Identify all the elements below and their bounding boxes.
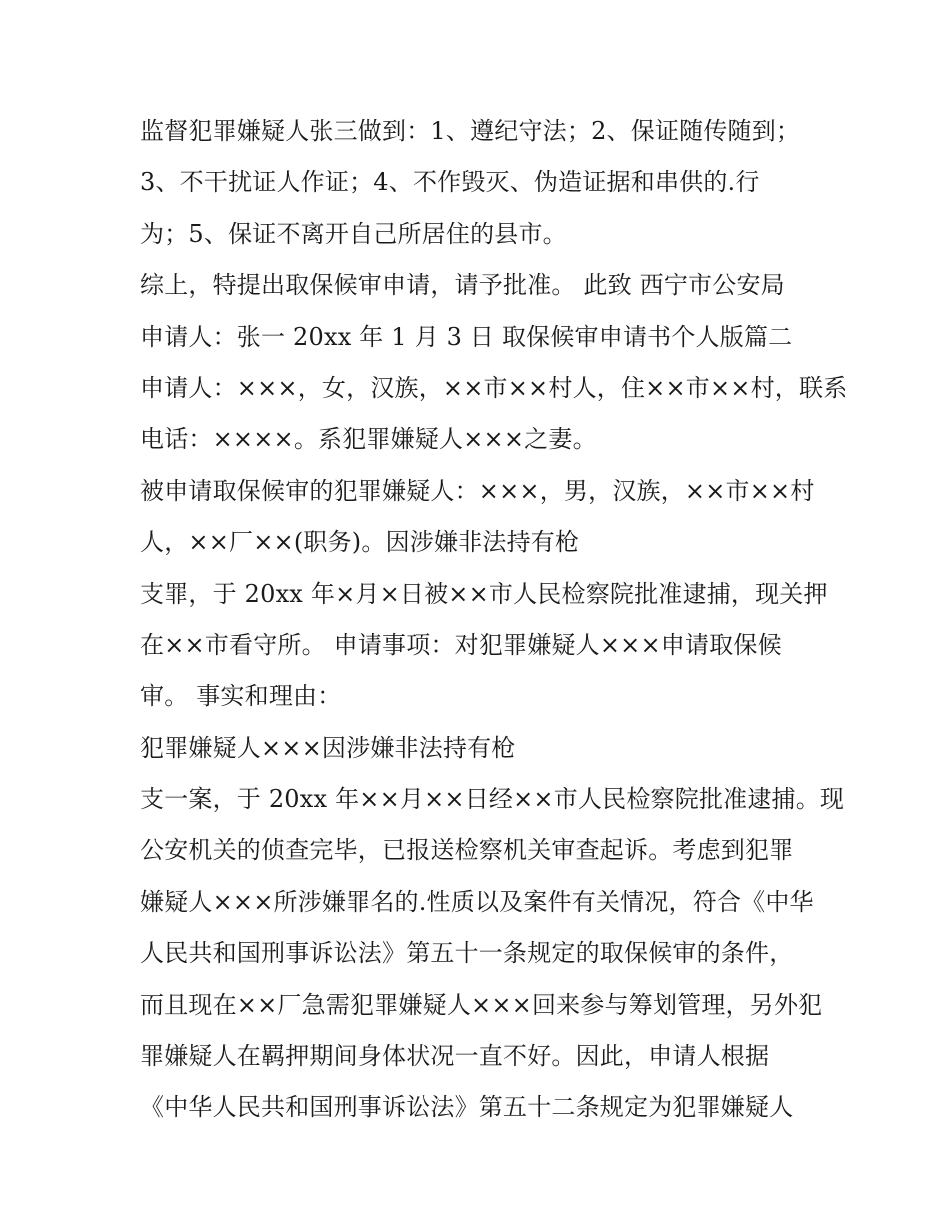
document-body	[140, 106, 848, 1134]
text-line: 犯罪嫌疑人×××因涉嫌非法持有枪	[140, 733, 516, 762]
text-line: 公安机关的侦查完毕，已报送检察机关审查起诉。考虑到犯罪	[140, 836, 794, 865]
text-line: 电话：××××。系犯罪嫌疑人×××之妻。	[140, 425, 597, 454]
text-line: 在××市看守所。 申请事项：对犯罪嫌疑人×××申请取保候	[140, 630, 782, 659]
text-line: 《中华人民共和国刑事诉讼法》第五十二条规定为犯罪嫌疑人	[140, 1093, 794, 1122]
text-line: 3、不干扰证人作证；4、不作毁灭、伪造证据和串供的.行	[140, 168, 760, 197]
text-line: 支一案，于 20xx 年××月××日经××市人民检察院批准逮捕。现	[140, 785, 845, 814]
text-line: 而且现在××厂急需犯罪嫌疑人×××回来参与筹划管理，另外犯	[140, 990, 823, 1019]
text-line: 支罪，于 20xx 年×月×日被××市人民检察院批准逮捕，现关押	[140, 579, 828, 608]
text-line: 审。 事实和理由：	[140, 682, 342, 711]
text-line: 综上，特提出取保候审申请，请予批准。 此致 西宁市公安局	[140, 271, 785, 300]
text-line: 罪嫌疑人在羁押期间身体状况一直不好。因此，申请人根据	[140, 1042, 770, 1071]
text-line: 嫌疑人×××所涉嫌罪名的.性质以及案件有关情况，符合《中华	[140, 887, 814, 916]
text-line: 被申请取保候审的犯罪嫌疑人：×××，男，汉族，××市××村	[140, 476, 815, 505]
text-line: 申请人：×××，女，汉族，××市××村人，住××市××村，联系	[140, 373, 848, 402]
text-line: 人民共和国刑事诉讼法》第五十一条规定的取保候审的条件，	[140, 939, 794, 968]
text-line: 监督犯罪嫌疑人张三做到：1、遵纪守法；2、保证随传随到；	[140, 117, 801, 145]
text-line: 申请人：张一 20xx 年 1 月 3 日 取保候审申请书个人版篇二	[140, 322, 793, 351]
text-line: 人，××厂××(职务)。因涉嫌非法持有枪	[140, 528, 580, 557]
text-line: 为；5、保证不离开自己所居住的县市。	[140, 219, 567, 248]
